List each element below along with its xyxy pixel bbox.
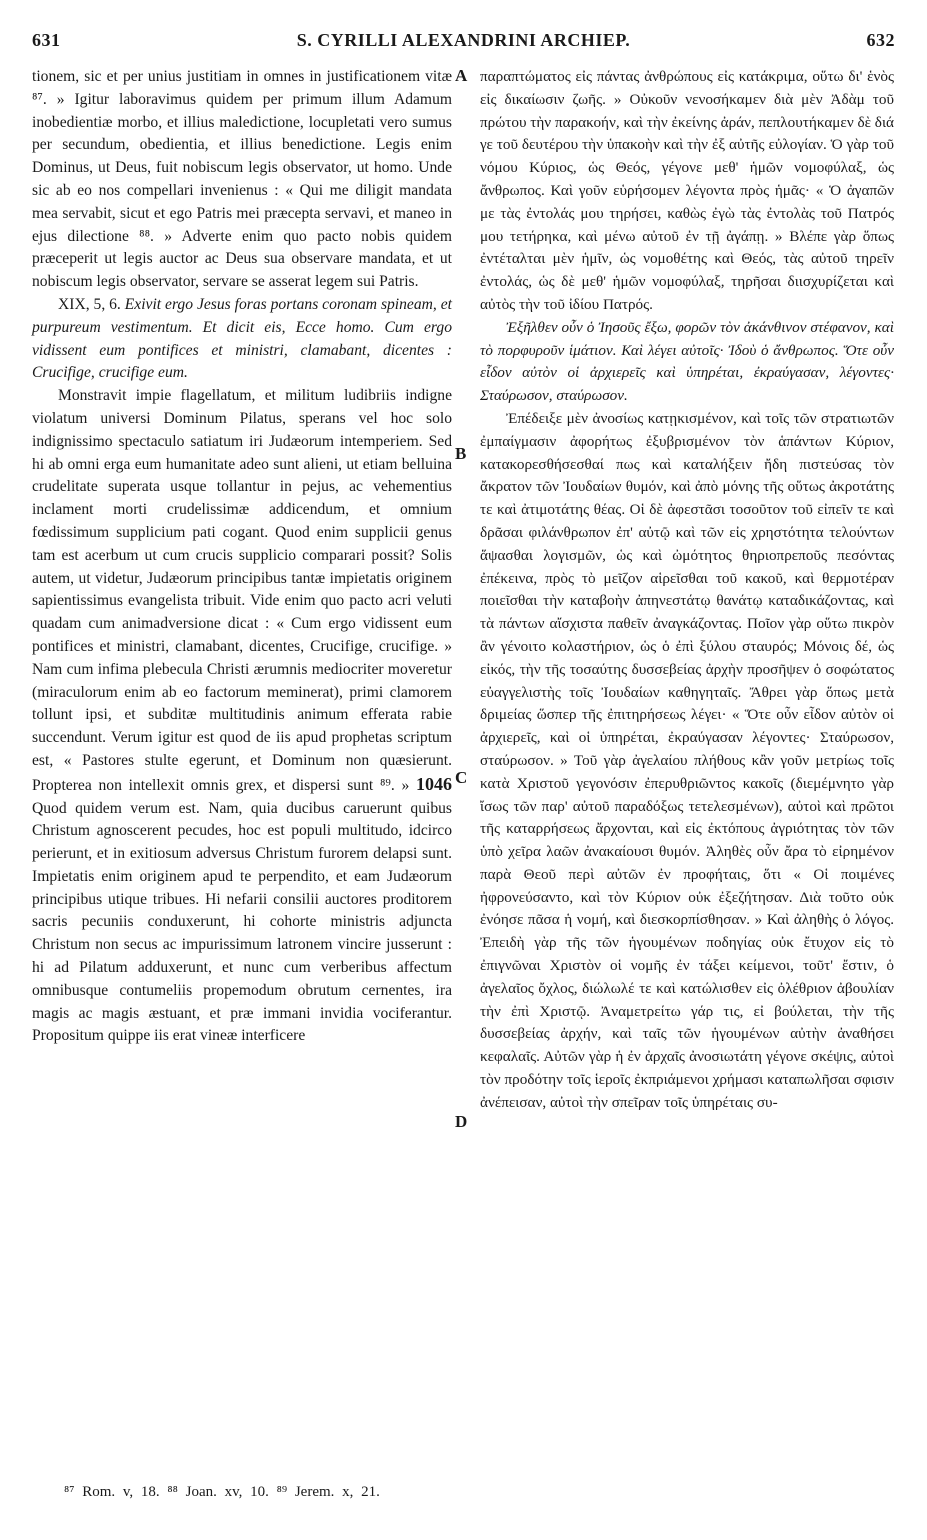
page-header xyxy=(32,30,895,60)
margin-letter-c: C xyxy=(455,768,468,787)
page-number-right: 632 xyxy=(866,30,895,50)
latin-paragraph-3 xyxy=(32,385,452,1048)
page-number-left: 631 xyxy=(32,30,61,50)
column-number-marker: 1046 xyxy=(416,773,452,794)
latin-paragraph-1: tionem, sic et per unius justitiam in omnes in justificationem vitæ ⁸⁷. » Igitur laboravimus quidem per primum illum Adamum inobedientiæ morbo, et illius maledictione, locupletati vero sumus per secundum, obedientia, et illius benedictione. Legis enim Dominus, ut Deus, fuit nobiscum legis observator, ut homo. Unde sic ab eo nos compellari invenienus : « Qui me diligit mandata mea servabit, sicut et ego Patris mei præcepta servavi, et maneo in ejus dilectione ⁸⁸. » Adverte enim quo pacto nobis quidem præceperit ut legis auctor ac Deus sua observare mandata, et ut nobiscum legis observator, servare se asserat legem sui Patris. xyxy=(32,68,452,291)
greek-paragraph-3: Ἐπέδειξε μὲν ἀνοσίως κατῃκισμένον, καὶ τοῖς τῶν στρατιωτῶν ἐμπαίγμασιν ἀφορήτως ἐξυβρισμένον τὸν ἁπάντων Κύριον, κατακορεσθήσεσθαί πως καὶ καταλήξειν ἤδη πιστεύσας τὸν ἄκρατον τῶν Ἰουδαίων θυμόν, καὶ ἀπὸ μόνης τῆς οὕτως ἀκροτάτης τε καὶ ἀτιμοτάτης θέας. Οἱ δὲ ἀφεστᾶσι τοσοῦτον τοῦ εἰπεῖν τε καὶ δρᾶσαι φιλάνθρωπον ἐπ' αὐτῷ καὶ τῶν εἰς χρηστότητα τελούντων ἅψασθαι λογισμῶν, ὡς καὶ ὠμότητος θηριοπρεποῦς πεσόντας ἐπέκεινα, πρὸς τὸ μεῖζον αἱρεῖσθαι τοῦ κακοῦ, καὶ θερμοτέραν ποιεῖσθαι τὴν καταβοὴν ἀπηνεστάτῳ θανάτῳ καταδικάζοντας, καὶ τὰ πάντων αἴσχιστα παθεῖν ἀναγκάζοντας. Ποῖον γὰρ οὕτω πικρὸν ἂν γένοιτο κολαστήριον, ὡς ὁ ἐπὶ ξύλου σταυρός; Μόνοις δέ, ὡς εἰκός, τὴν τῆς τοσαύτης δυσσεβείας ἀρχὴν προσῆψεν ὁ σοφώτατος εὐαγγελιστὴς τοῖς Ἰουδαίων καθηγηταῖς. Ἄθρει γὰρ ὅπως μετὰ δριμείας ὥσπερ τῆς ἐπιτηρήσεως λέγει· « Ὅτε οὖν εἶδον αὐτὸν οἱ ἀρχιερεῖς, καὶ οἱ ὑπηρέται, ἐκραύγασαν λέγοντες· Σταύρωσον, σταύρωσον. » Τοῦ γὰρ ἀγελαίου πλήθους κἂν γοῦν μετρίως τοῖς κατὰ Χριστοῦ γεγονόσιν ἐπερυθριῶντος κακοῖς (διεμέμνητο γὰρ ἴσως τῶν παρ' αὐτοῦ παραδόξως τετελεσμένων), αὐτοὶ καὶ πρῶτοι τῆς καταρρήσεως ἄρχονται, καὶ εἰς ἐκτόπους ἀγριότητας τὸν τῶν ὑπὸ χεῖρα λαῶν ἀνακαίουσι θυμόν. Ἀληθὲς οὖν ἄρα τὸ εἰρημένον παρὰ Θεοῦ περὶ αὐτῶν ἐν προφήταις, ὅτι « Οἱ ποιμένες ἠφρονεύσαντο, καὶ τὸν Κύριον οὐκ ἐξεζήτησαν. Διὰ τοῦτο οὐκ ἐνόησε πᾶσα ἡ νομή, καὶ διεσκορπίσθησαν. » Καὶ ἀληθὴς ὁ λόγος. Ἐπειδὴ γὰρ τῆς τῶν ἡγουμένων ποδηγίας οὐκ ἔτυχον εἰς τὸ ἐπιγνῶναι Χριστὸν οἱ νομῆς ἐν τάξει κείμενοι, τοῦτ' ἔστιν, ὁ ἀγελαῖος ὄχλος, διώλωλέ τε καὶ κατώλισθεν εἰς ὀλέθριον ἀβουλίαν τὴν ἐπὶ Χριστῷ. Ἀναμετρείτω γάρ τις, εἰ βούλεται, τὴν τῆς δυσσεβείας ἀρχήν, καὶ ταῖς τῶν ἡγουμένων αὐτὴν ἀναθήσει κεφαλαῖς. Αὐτῶν γὰρ ἡ ἐν ἀρχαῖς ἀνοσιωτάτη γέγονε σκέψις, αὐτοὶ τὸν προδότην τοῖς ἱεροῖς ἐκπριάμενοι χρήμασι καταπωλῆσαι σφισιν ἀνέπεισαν, αὐτοὶ τὴν σπεῖραν τοῖς ὑπηρέταις συ- xyxy=(480,409,894,1111)
latin-paragraph-3b: Quod quidem verum est. Nam, quia ducibus caruerunt quibus Christum agnoscerent pecudes, hoc est populi multitudo, idcirco perierunt, et in exitiosum adversus Christum furorem delapsi sunt. Impietatis enim originem apud te perpendito, et eam Judæorum principibus utique tribues. Hi nefarii consilii auctores proditorem sacris pecuniis conduxerunt, hi cohorte ministris adjuncta Christum non secus ac impurissimum latronem vincire jusserunt : hi ad Pilatum adduxerunt, et nunc cum verberibus affectum omnibusque contumeliis propemodum obrutum cernentes, ira magis ac magis æstuant, et præ immani invidia vociferantur. Propositum quippe iis erat vineæ interficere xyxy=(32,799,452,1045)
footnotes: ⁸⁷ Rom. v, 18. ⁸⁸ Joan. xv, 10. ⁸⁹ Jerem. x, 21. xyxy=(64,1484,380,1500)
margin-letter-b: B xyxy=(455,444,467,463)
greek-column xyxy=(480,66,894,1115)
latin-lemma-text: Exivit ergo Jesus foras portans coronam spineam, et purpureum vestimentum. Et dicit eis, Ecce homo. Cum ergo vidissent eum pontifices et ministri, clamabant, dicentes : Crucifige, crucifige eum. xyxy=(32,295,452,382)
greek-paragraph-1: παραπτώματος εἰς πάντας ἀνθρώπους εἰς κατάκριμα, οὕτω δι' ἑνὸς εἰς δικαίωσιν ζωῆς. » Οὐκοῦν νενοσήκαμεν διὰ μὲν Ἀδὰμ τοῦ πρώτου τὴν παρακοήν, καὶ τὴν ἐκείνης ἀράν, πεπλουτήκαμεν δὲ διά γε τοῦ δευτέρου τὴν ὑπακοὴν καὶ τὴν ἐξ αὐτῆς εὐλογίαν. Ὁ γὰρ τοῦ νόμου Κύριος, ὡς Θεός, γέγονε μεθ' ἡμῶν νομοφύλαξ, ὡς ἄνθρωπος. Καὶ γοῦν εὑρήσομεν λέγοντα πρὸς ἡμᾶς· « Ὁ ἀγαπῶν με τὰς ἐντολάς μου τηρήσει, καθὼς ἐγὼ τὰς ἐντολὰς τοῦ Πατρός μου τετήρηκα, καὶ μένω αὐτοῦ ἐν τῇ ἀγάπῃ. » Βλέπε γὰρ ὅπως ἐντέταλται μὲν ἡμῖν, ὡς νομοθέτης καὶ Θεός, τὰς αὐτοῦ τηρεῖν ἐντολάς, ὡς δὲ μεθ' ἡμῶν νομοφύλαξ, τηρῆσαι διισχυρίζεται καὶ αὐτὸς τὴν τοῦ ἰδίου Πατρός. xyxy=(480,68,895,313)
latin-lemma-ref: XIX, 5, 6. xyxy=(58,295,121,313)
running-title: S. CYRILLI ALEXANDRINI ARCHIEP. xyxy=(296,30,631,50)
greek-scripture-lemma: Ἐξῆλθεν οὖν ὁ Ἰησοῦς ἔξω, φορῶν τὸν ἀκάνθινον στέφανον, καὶ τὸ πορφυροῦν ἱμάτιον. Καὶ λέγει αὐτοῖς· Ἰδοὺ ὁ ἄνθρωπος. Ὅτε οὖν εἶδον αὐτὸν οἱ ἀρχιερεῖς καὶ ὑπηρέται, ἐκραύγασαν, λέγοντες· Σταύρωσον, σταύρωσον. xyxy=(480,318,894,405)
margin-letter-a: A xyxy=(455,66,468,85)
margin-letter-d: D xyxy=(455,1112,468,1131)
latin-scripture-lemma xyxy=(32,294,452,385)
latin-column xyxy=(32,66,452,1048)
latin-paragraph-3a: Monstravit impie flagellatum, et militum ludibriis indigne violatum universi Dominum Pilatus, sperans vel hoc solo indignissimo spectaculo satiatum iri Judæorum intemperiem. Sed hi ab omni erga eum humanitate adeo sunt alieni, ut etiam belluina crudelitate superata usque tollantur in pejus, ac vehementius inclament morti crudelissimæ addicendum, et omnium fœdissimum supplicium pati cogant. Quod enim supplicii genus tam est acerbum ut cum crucis supplicio comparari possit? Solis autem, ut videtur, Judæorum principibus tantæ impietatis originem sapientissimus evangelista tribuit. Vide enim quo pacto acri veluti quadam cum animadversione dicat : « Cum ergo vidissent eum pontifices et ministri, clamabant, dicentes, Crucifige, crucifige. » Nam cum infima plebecula Christi ærumnis mediocriter moveretur (miraculorum enim ab eo factorum meminerat), primi clamorem tollunt ipsi, et subditæ multitudinis animum efferata rabie succendunt. Verum igitur est quod de iis apud prophetas scriptum est, « Pastores stulte egerunt, et Dominum non quæsierunt. Propterea non intellexit omnis grex, et dispersi sunt ⁸⁹. » xyxy=(32,387,452,794)
